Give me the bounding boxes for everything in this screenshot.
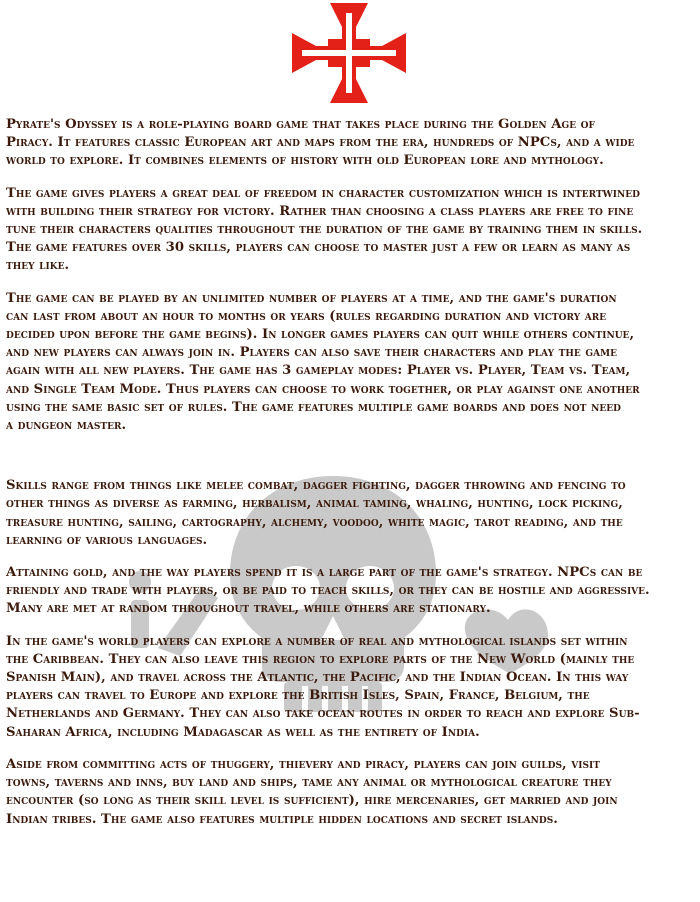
paragraph-players-duration: The game can be played by an unlimited number of players at a time, and the game's duration can last from about an hour to months or years (rules regarding duration and victory are decided upon before the game begins). In longer games players can quit while others continue, and new players can always join in. Players can also save their characters and play the game again with all new players. The game has 3 gameplay modes: Player vs. Player, Team vs. Team, and Single Team Mode. Thus players can choose to work together, or play against one another using the same basic set of rules. The game features multiple game boards and does not need a dungeon master.: [6, 290, 640, 434]
description-text: [6, 116, 696, 829]
paragraph-intro: Pyrate's Odyssey is a role-playing board game that takes place during the Golden Age of Piracy. It features classic European art and maps from the era, hundreds of NPCs, and a wide world to explore. It combines elements of history with old European lore and mythology.: [6, 117, 635, 169]
paragraph-skills: Skills range from things like melee combat, dagger fighting, dagger throwing and fencing to other things as diverse as farming, herbalism, animal taming, whaling, hunting, lock picking, treasure hunting, sailing, cartography, alchemy, voodoo, white magic, tarot reading, and the learning of various languages.: [6, 478, 626, 548]
paragraph-world: In the game's world players can explore a number of real and mythological islands set within the Caribbean. They can also leave this region to explore parts of the New World (mainly the Spanish Main), and travel across the Atlantic, the Pacific, and the Indian Ocean. In this way players can travel to Europe and explore the British Isles, Spain, France, Belgium, the Netherlands and Germany. They can also take ocean routes in order to reach and explore Sub- Saharan Africa, including Madagascar as well as the entirety of India.: [6, 633, 640, 740]
paragraph-gold-npcs: Attaining gold, and the way players spend it is a large part of the game's strategy. NPCs can be friendly and trade with players, or be paid to teach skills, or they can be hostile and aggressive. Many are met at random throughout travel, while others are stationary.: [6, 565, 650, 617]
paragraph-activities: Aside from committing acts of thuggery, thievery and piracy, players can join guilds, visit towns, taverns and inns, buy land and ships, tame any animal or mythological creature they encounter (so long as their skill level is sufficient), hire mercenaries, get married and join Indian tribes. The game also features multiple hidden locations and secret islands.: [6, 756, 618, 827]
cross-pattee-icon: [290, 1, 408, 105]
paragraph-customization: The game gives players a great deal of freedom in character customization which is intertwined with building their strategy for victory. Rather than choosing a class players are free to fine tune their characters qualities throughout the duration of the game by training them in skills. The game features over 30 skills, players can choose to master just a few or learn as many as they like.: [6, 185, 643, 274]
